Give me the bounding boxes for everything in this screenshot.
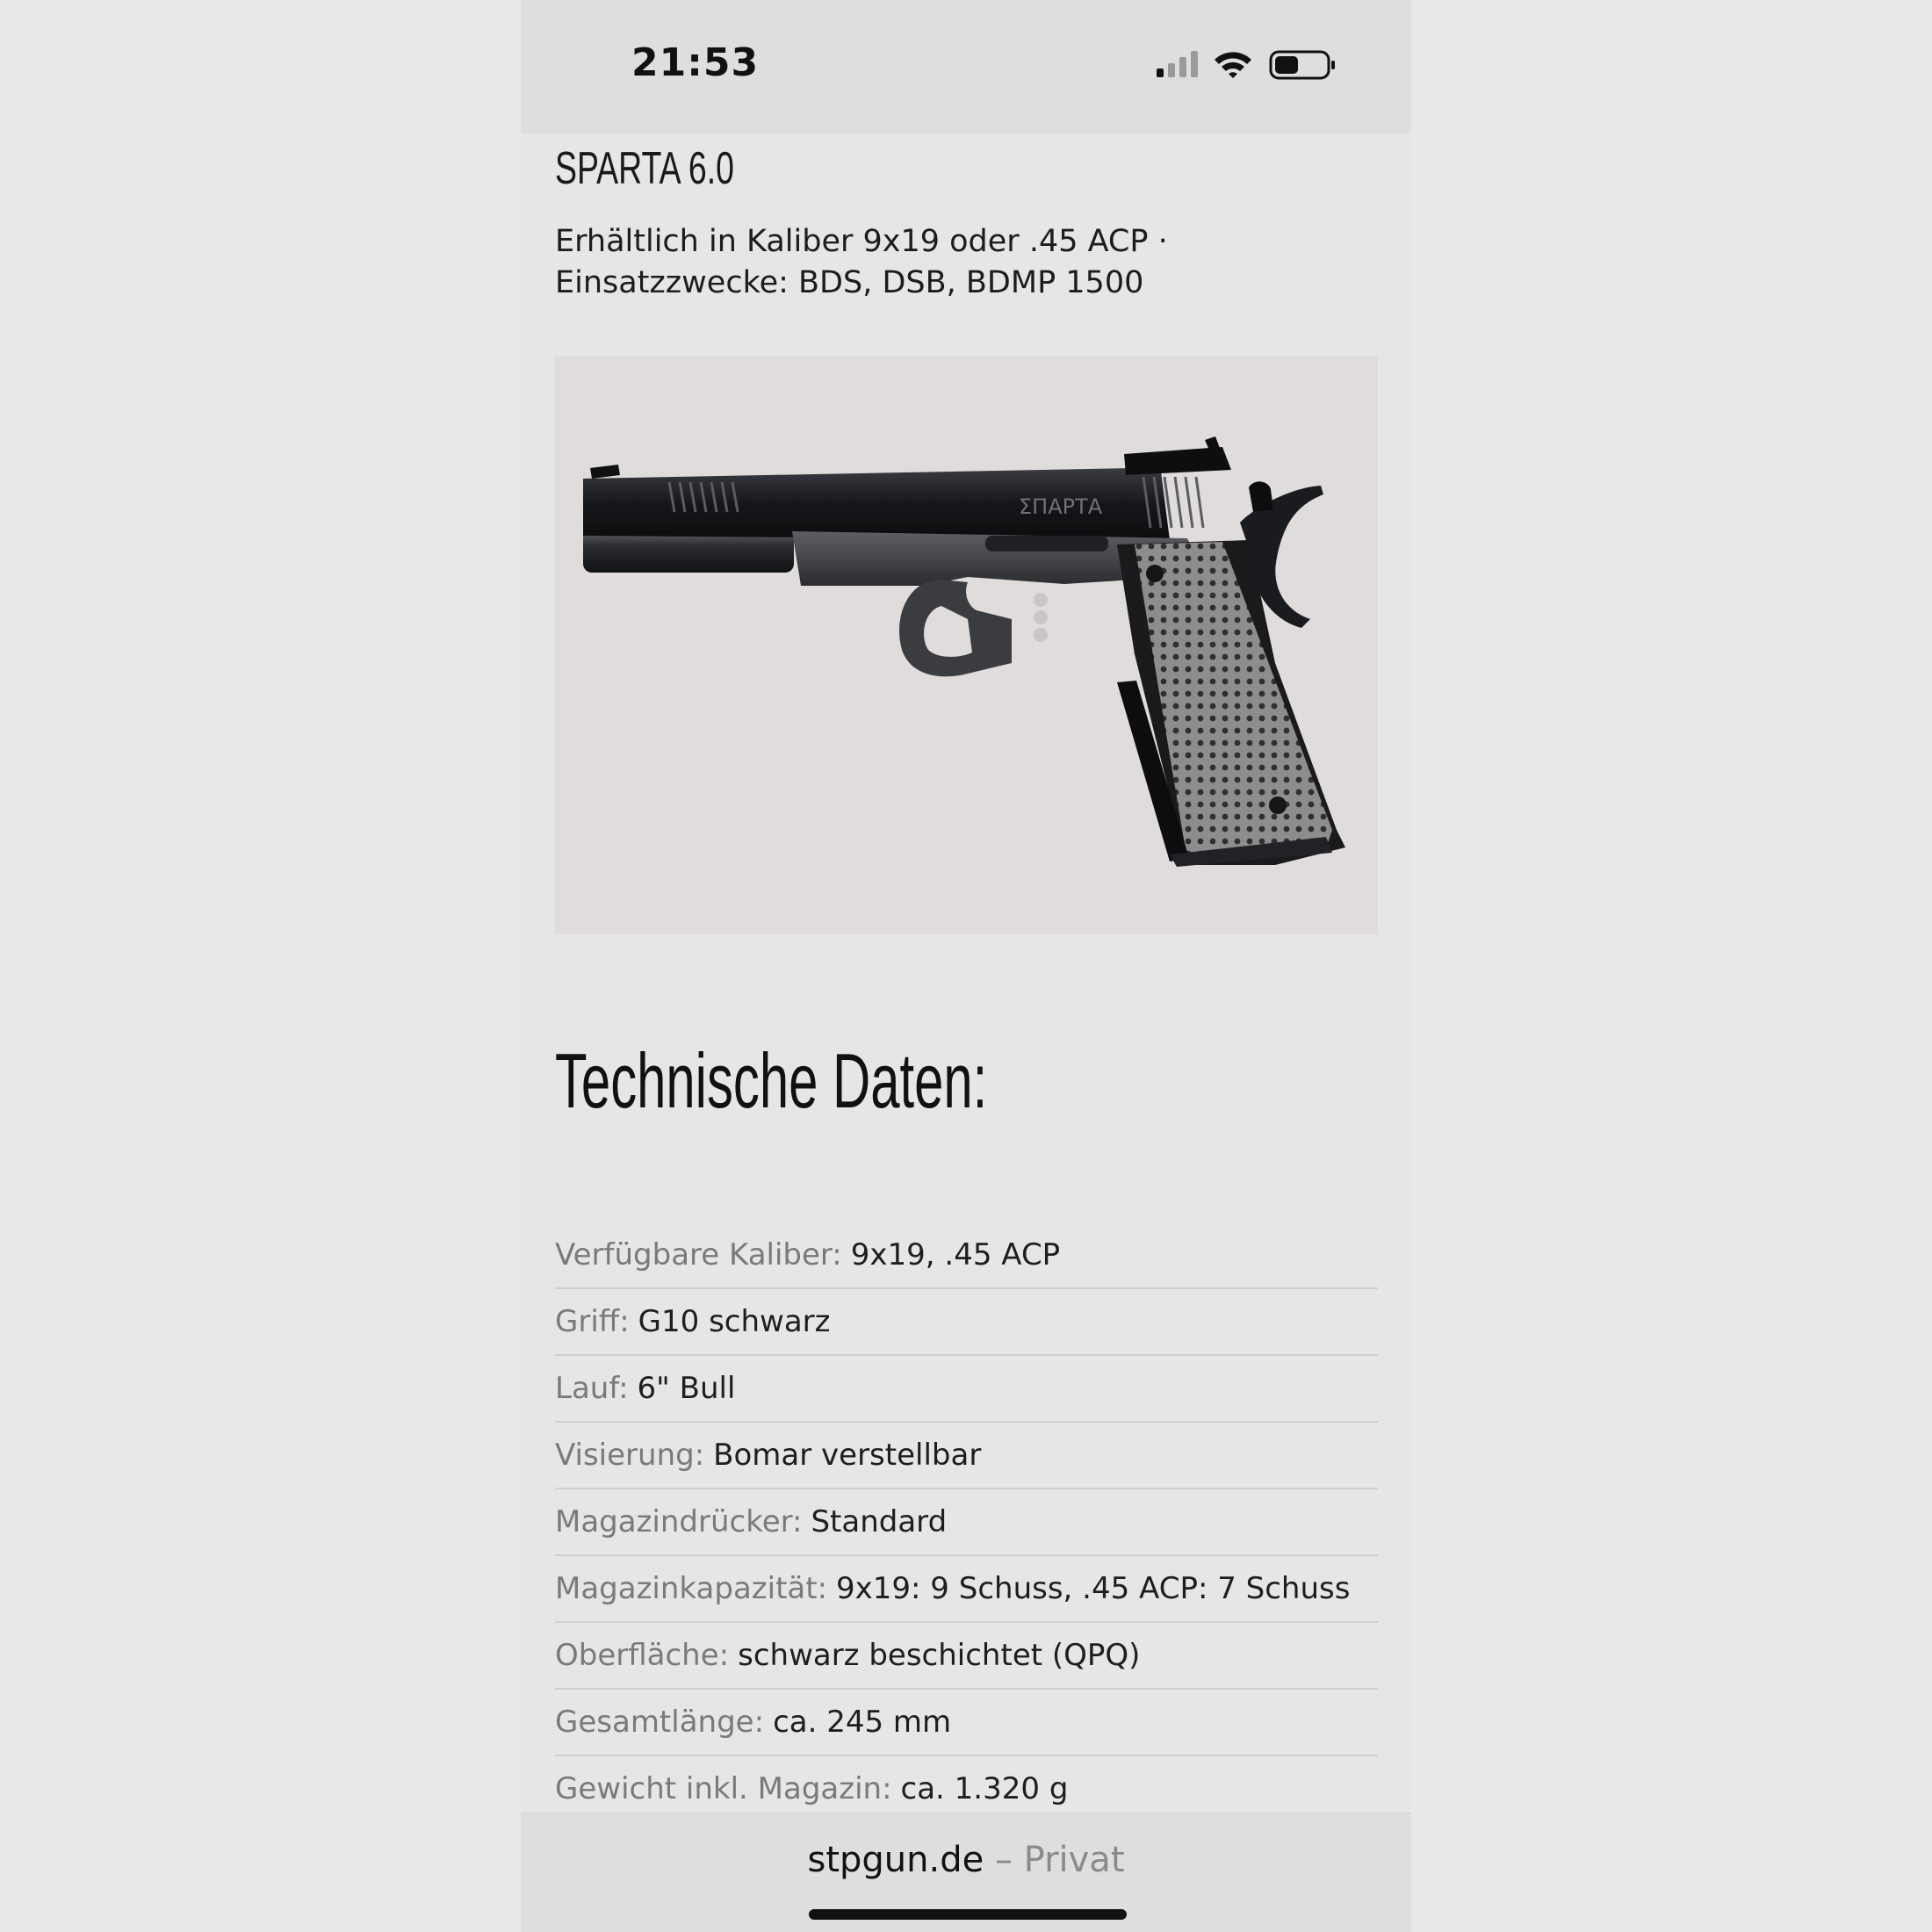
- spec-value: ca. 1.320 g: [900, 1771, 1069, 1806]
- spec-label: Magazindrücker:: [555, 1504, 803, 1539]
- spec-label: Gesamtlänge:: [555, 1705, 765, 1740]
- spec-value: 6" Bull: [637, 1371, 736, 1406]
- private-mode-label: Privat: [1023, 1840, 1125, 1880]
- spec-label: Magazinkapazität:: [555, 1571, 828, 1606]
- spec-label: Gewicht inkl. Magazin:: [555, 1771, 892, 1806]
- url-separator: –: [994, 1840, 1013, 1880]
- spec-list: [555, 1222, 1378, 1823]
- product-title: SPARTA 6.0: [555, 143, 734, 194]
- spec-row: [555, 1623, 1378, 1690]
- url-display[interactable]: [521, 1840, 1411, 1880]
- home-indicator[interactable]: [809, 1909, 1127, 1920]
- phone-screen: [521, 0, 1411, 1932]
- spec-value: schwarz beschichtet (QPQ): [738, 1638, 1141, 1673]
- spec-row: [555, 1356, 1378, 1423]
- cellular-signal-icon: [1157, 51, 1198, 77]
- spec-value: G10 schwarz: [638, 1304, 831, 1339]
- spec-row: [555, 1423, 1378, 1489]
- status-time: 21:53: [631, 40, 760, 85]
- product-description: Erhältlich in Kaliber 9x19 oder .45 ACP · Einsatzzwecke: BDS, DSB, BDMP 1500: [555, 224, 1168, 300]
- spec-label: Verfügbare Kaliber:: [555, 1237, 842, 1272]
- slide-engraving: ΣΠΑΡΤΑ: [1019, 494, 1103, 519]
- spec-row: [555, 1556, 1378, 1623]
- browser-address-bar[interactable]: [521, 1813, 1411, 1932]
- spec-value: ca. 245 mm: [773, 1705, 952, 1740]
- url-domain: stpgun.de: [807, 1840, 984, 1880]
- product-image: [555, 356, 1378, 934]
- status-icons: [1157, 49, 1341, 84]
- spec-label: Lauf:: [555, 1371, 629, 1406]
- spec-row: [555, 1690, 1378, 1756]
- spec-value: 9x19: 9 Schuss, .45 ACP: 7 Schuss: [836, 1571, 1351, 1606]
- specs-heading: Technische Daten:: [555, 1037, 988, 1124]
- pistol-illustration: [555, 356, 1378, 934]
- battery-icon: [1271, 52, 1335, 78]
- wifi-icon: [1215, 52, 1251, 78]
- spec-label: Visierung:: [555, 1438, 705, 1473]
- status-bar: [521, 0, 1411, 133]
- spec-value: Standard: [811, 1504, 948, 1539]
- spec-row: [555, 1222, 1378, 1289]
- spec-row: [555, 1289, 1378, 1356]
- spec-value: Bomar verstellbar: [713, 1438, 982, 1473]
- spec-value: 9x19, .45 ACP: [850, 1237, 1061, 1272]
- spec-label: Griff:: [555, 1304, 630, 1339]
- spec-row: [555, 1489, 1378, 1556]
- spec-label: Oberfläche:: [555, 1638, 730, 1673]
